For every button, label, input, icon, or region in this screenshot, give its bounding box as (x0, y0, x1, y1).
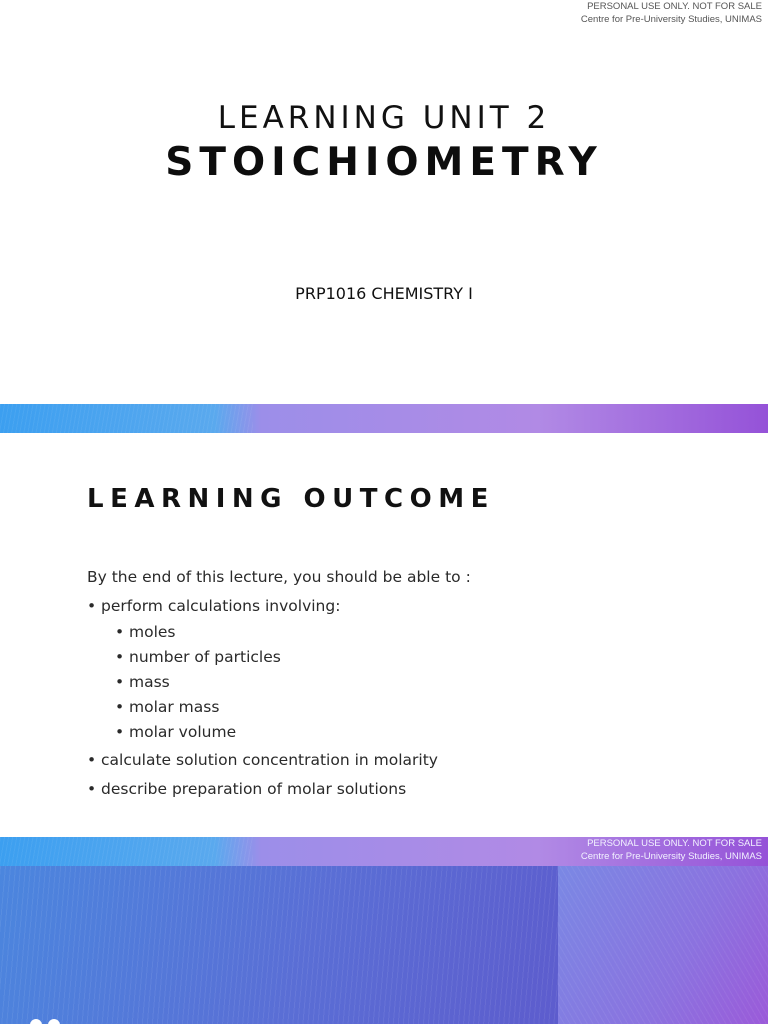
cropped-glyph (48, 1019, 60, 1024)
outcome-sub-bullet: • molar mass (115, 695, 707, 720)
unit-title: LEARNING UNIT 2 (217, 100, 551, 136)
watermark-line-2: Centre for Pre-University Studies, UNIMAS (580, 13, 762, 25)
cropped-heading-glyphs (30, 1014, 70, 1024)
unit-subtitle: STOICHIOMETRY (165, 140, 603, 185)
learning-outcome-heading: LEARNING OUTCOME (87, 484, 495, 514)
outcome-bullet: • describe preparation of molar solutions (87, 778, 707, 800)
outcome-sub-list (115, 620, 707, 745)
course-code: PRP1016 CHEMISTRY I (295, 284, 473, 303)
slide3-background (0, 866, 768, 1024)
outcome-sub-bullet: • molar volume (115, 720, 707, 745)
learning-outcome-body (87, 566, 707, 803)
watermark-line-1: PERSONAL USE ONLY. NOT FOR SALE (587, 838, 762, 849)
outcome-sub-bullet: • moles (115, 620, 707, 645)
outcome-intro: By the end of this lecture, you should be able to : (87, 568, 471, 586)
outcome-sub-bullet: • number of particles (115, 645, 707, 670)
slide3-left-panel (0, 866, 558, 1024)
outcome-bullet: • calculate solution concentration in molarity (87, 749, 707, 771)
gradient-divider-band (0, 404, 768, 433)
slide3-right-panel (558, 866, 768, 1024)
cropped-glyph (30, 1019, 42, 1024)
watermark-line-2: Centre for Pre-University Studies, UNIMAS (580, 850, 762, 862)
slide1-heading (0, 98, 768, 188)
watermark-line-1: PERSONAL USE ONLY. NOT FOR SALE (587, 1, 762, 12)
outcome-bullet: • perform calculations involving: (87, 595, 707, 617)
outcome-sub-bullet: • mass (115, 670, 707, 695)
watermark-mid (581, 838, 762, 863)
watermark-top (581, 1, 762, 26)
